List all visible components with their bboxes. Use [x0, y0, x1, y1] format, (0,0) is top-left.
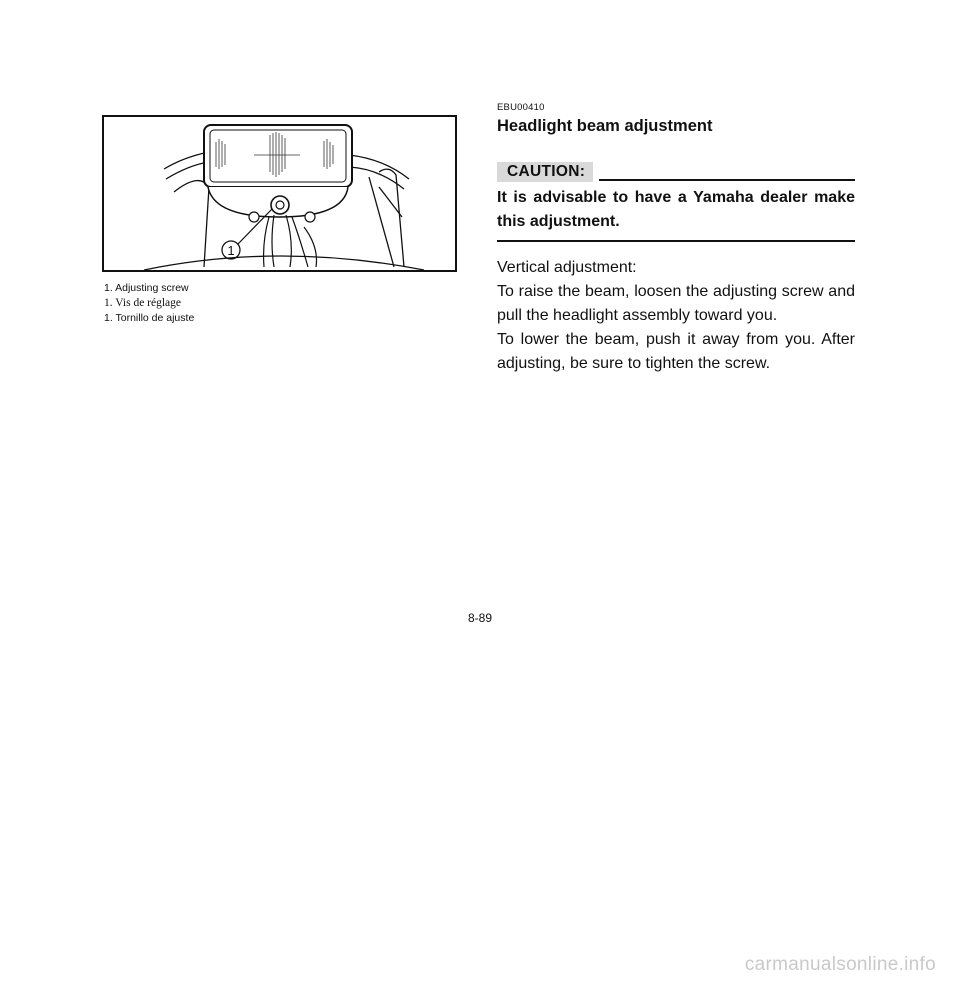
caution-label: CAUTION:	[497, 162, 593, 182]
body-paragraph: To lower the beam, push it away from you. After adjusting, be sure to tighten the screw.	[497, 331, 855, 372]
caution-header	[497, 162, 855, 184]
callout-label: 1	[227, 243, 235, 258]
headlight-illustration	[102, 115, 457, 272]
caution-rule	[599, 179, 855, 181]
caption-english: 1. Adjusting screw	[104, 282, 189, 294]
caution-text: It is advisable to have a Yamaha dealer make this adjustment.	[497, 186, 855, 242]
body-paragraph: To raise the beam, loosen the adjusting screw and pull the headlight assembly toward you.	[497, 283, 855, 324]
caption-spanish: 1. Tornillo de ajuste	[104, 312, 195, 324]
caption-french: 1. Vis de réglage	[104, 297, 182, 309]
headlight-drawing	[104, 117, 455, 270]
section-code: EBU00410	[497, 102, 545, 113]
watermark: carmanualsonline.info	[744, 954, 936, 975]
section-title: Headlight beam adjustment	[497, 117, 713, 135]
body-paragraph: Vertical adjustment:	[497, 259, 637, 276]
body-text	[497, 256, 855, 376]
page-number: 8-89	[467, 611, 493, 625]
figure-captions	[104, 281, 194, 326]
